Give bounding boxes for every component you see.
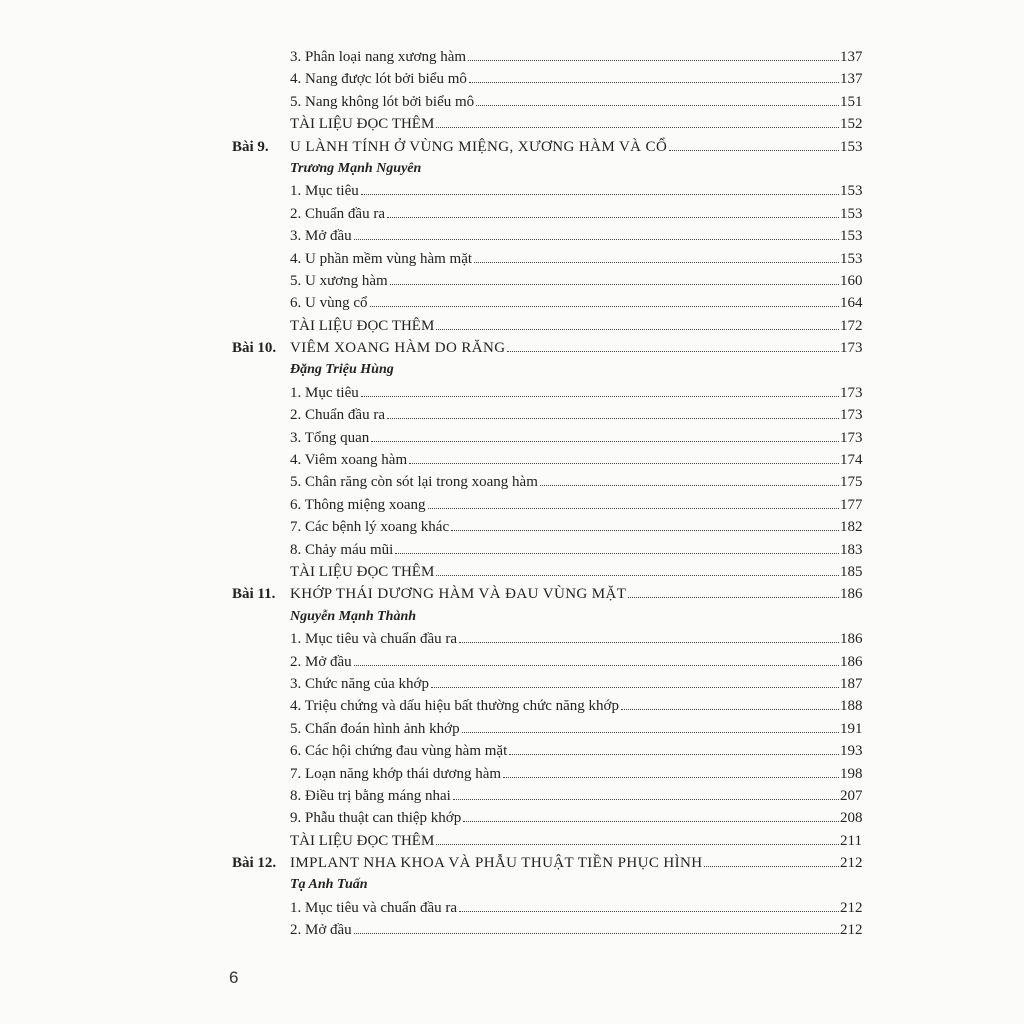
entry-title: 1. Mục tiêu và chuẩn đầu ra — [290, 631, 458, 648]
toc-entry-row — [0, 203, 1024, 225]
page-ref: 212 — [840, 855, 863, 872]
toc-entry-row — [0, 68, 1024, 90]
toc-entry-row — [0, 292, 1024, 314]
toc-author-row — [0, 359, 1024, 381]
dot-leader — [621, 699, 839, 710]
dot-leader — [476, 95, 839, 106]
page-ref: 173 — [840, 407, 863, 424]
chapter-number: Bài 9. — [232, 138, 269, 155]
toc-entry-row — [0, 919, 1024, 941]
entry-title-wrap — [290, 874, 839, 896]
entry-title: 1. Mục tiêu — [290, 384, 359, 401]
author-name: Đặng Triệu Hùng — [290, 362, 394, 378]
dot-leader — [354, 655, 839, 666]
toc-chapter-row — [0, 136, 1024, 158]
page-ref: 160 — [840, 272, 863, 289]
chapter-title: KHỚP THÁI DƯƠNG HÀM VÀ ĐAU VÙNG MẶT — [290, 586, 627, 603]
toc-entry-row — [0, 785, 1024, 807]
entry-title: 9. Phẫu thuật can thiệp khớp — [290, 810, 462, 827]
toc-entry-row — [0, 248, 1024, 270]
entry-title-wrap — [290, 427, 839, 449]
page-ref: 153 — [840, 138, 863, 155]
toc-entry-row — [0, 46, 1024, 68]
dot-leader — [468, 50, 839, 61]
entry-title-wrap — [290, 718, 839, 740]
author-name: Trương Mạnh Nguyên — [290, 160, 422, 176]
page-ref: 173 — [840, 340, 863, 357]
entry-title-wrap — [290, 404, 839, 426]
entry-title: TÀI LIỆU ĐỌC THÊM — [290, 832, 435, 849]
entry-title-wrap — [290, 136, 839, 158]
dot-leader — [451, 520, 839, 531]
entry-title-wrap — [290, 516, 839, 538]
dot-leader — [469, 72, 839, 83]
page-ref: 187 — [840, 675, 863, 692]
page-ref: 151 — [840, 93, 863, 110]
page-ref: 185 — [840, 563, 863, 580]
entry-title-wrap — [290, 382, 839, 404]
entry-title: 1. Mục tiêu — [290, 183, 359, 200]
dot-leader — [436, 834, 839, 845]
toc-author-row — [0, 158, 1024, 180]
page-ref: 172 — [840, 317, 863, 334]
entry-title-wrap — [290, 628, 839, 650]
page-ref: 173 — [840, 429, 863, 446]
dot-leader — [503, 767, 839, 778]
entry-title: 2. Chuẩn đầu ra — [290, 205, 385, 222]
entry-title: TÀI LIỆU ĐỌC THÊM — [290, 563, 435, 580]
toc-entry-row — [0, 830, 1024, 852]
dot-leader — [540, 475, 839, 486]
entry-title: 6. Thông miệng xoang — [290, 496, 426, 513]
chapter-number: Bài 12. — [232, 855, 277, 872]
page-ref: 207 — [840, 787, 863, 804]
dot-leader — [390, 274, 839, 285]
author-name: Tạ Anh Tuấn — [290, 877, 368, 893]
dot-leader — [354, 923, 839, 934]
page-ref: 186 — [840, 586, 863, 603]
toc-entry-row — [0, 897, 1024, 919]
entry-title-wrap — [290, 494, 839, 516]
dot-leader — [463, 811, 839, 822]
entry-title-wrap — [290, 225, 839, 247]
entry-title-wrap — [290, 695, 839, 717]
toc-entry-row — [0, 91, 1024, 113]
dot-leader — [474, 252, 839, 263]
toc-entry-row — [0, 180, 1024, 202]
entry-title: TÀI LIỆU ĐỌC THÊM — [290, 317, 435, 334]
toc-entry-row — [0, 628, 1024, 650]
toc-entry-row — [0, 404, 1024, 426]
entry-title-wrap — [290, 606, 839, 628]
toc-entry-row — [0, 225, 1024, 247]
page-ref: 153 — [840, 250, 863, 267]
entry-title: 7. Loạn năng khớp thái dương hàm — [290, 765, 502, 782]
page-ref: 153 — [840, 183, 863, 200]
page-ref: 137 — [840, 71, 863, 88]
toc-entry-row — [0, 561, 1024, 583]
entry-title-wrap — [290, 292, 839, 314]
dot-leader — [370, 296, 840, 307]
entry-title: 4. Nang được lót bởi biểu mô — [290, 71, 467, 88]
entry-title-wrap — [290, 46, 839, 68]
page-ref: 193 — [840, 743, 863, 760]
toc-chapter-row — [0, 583, 1024, 605]
entry-title: 2. Mở đầu — [290, 922, 352, 939]
author-name: Nguyễn Mạnh Thành — [290, 608, 417, 624]
page-ref: 152 — [840, 116, 863, 133]
entry-title-wrap — [290, 561, 839, 583]
toc-entry-row — [0, 449, 1024, 471]
chapter-number: Bài 11. — [232, 586, 276, 603]
toc-entry-row — [0, 471, 1024, 493]
entry-title: 3. Phân loại nang xương hàm — [290, 49, 467, 65]
entry-title: 7. Các bệnh lý xoang khác — [290, 519, 450, 536]
entry-title-wrap — [290, 807, 839, 829]
toc-entry-row — [0, 113, 1024, 135]
dot-leader — [361, 386, 839, 397]
toc-entry-row — [0, 516, 1024, 538]
entry-title-wrap — [290, 91, 839, 113]
page-ref: 191 — [840, 720, 863, 737]
dot-leader — [428, 498, 839, 509]
page-ref: 173 — [840, 384, 863, 401]
dot-leader — [459, 901, 839, 912]
page-ref: 198 — [840, 765, 863, 782]
entry-title: 5. Nang không lót bởi biểu mô — [290, 93, 475, 110]
table-of-contents — [0, 46, 1024, 942]
dot-leader — [628, 587, 839, 598]
toc-chapter-row — [0, 337, 1024, 359]
toc-chapter-row — [0, 852, 1024, 874]
toc-entry-row — [0, 539, 1024, 561]
page-ref: 212 — [840, 899, 863, 916]
chapter-title: VIÊM XOANG HÀM DO RĂNG — [290, 340, 506, 357]
toc-entry-row — [0, 427, 1024, 449]
entry-title-wrap — [290, 203, 839, 225]
entry-title-wrap — [290, 539, 839, 561]
entry-title-wrap — [290, 740, 839, 762]
entry-title: 6. U vùng cổ — [290, 295, 368, 312]
toc-entry-row — [0, 807, 1024, 829]
toc-entry-row — [0, 382, 1024, 404]
dot-leader — [507, 341, 839, 352]
entry-title-wrap — [290, 68, 839, 90]
toc-entry-row — [0, 763, 1024, 785]
entry-title: 2. Mở đầu — [290, 653, 352, 670]
entry-title-wrap — [290, 158, 839, 180]
toc-entry-row — [0, 673, 1024, 695]
chapter-number: Bài 10. — [232, 340, 277, 357]
dot-leader — [354, 229, 839, 240]
dot-leader — [431, 677, 839, 688]
entry-title: 5. U xương hàm — [290, 272, 388, 289]
entry-title-wrap — [290, 337, 839, 359]
dot-leader — [387, 408, 839, 419]
entry-title-wrap — [290, 673, 839, 695]
entry-title: 3. Mở đầu — [290, 228, 352, 245]
entry-title-wrap — [290, 583, 839, 605]
page-ref: 164 — [840, 295, 863, 312]
page-ref: 182 — [840, 519, 863, 536]
entry-title: TÀI LIỆU ĐỌC THÊM — [290, 116, 435, 133]
dot-leader — [436, 117, 839, 128]
page-ref: 174 — [840, 452, 863, 469]
entry-title: 2. Chuẩn đầu ra — [290, 407, 385, 424]
entry-title: 3. Chức năng của khớp — [290, 675, 429, 692]
toc-entry-row — [0, 740, 1024, 762]
entry-title-wrap — [290, 651, 839, 673]
entry-title-wrap — [290, 315, 839, 337]
toc-entry-row — [0, 695, 1024, 717]
entry-title-wrap — [290, 449, 839, 471]
dot-leader — [509, 744, 839, 755]
entry-title-wrap — [290, 763, 839, 785]
entry-title-wrap — [290, 471, 839, 493]
toc-entry-row — [0, 270, 1024, 292]
dot-leader — [436, 319, 839, 330]
page-ref: 177 — [840, 496, 863, 513]
page-ref: 175 — [840, 474, 863, 491]
page-ref: 153 — [840, 205, 863, 222]
entry-title-wrap — [290, 270, 839, 292]
dot-leader — [453, 789, 839, 800]
entry-title: 5. Chân răng còn sót lại trong xoang hàm — [290, 474, 538, 491]
dot-leader — [462, 722, 839, 733]
chapter-title: IMPLANT NHA KHOA VÀ PHẪU THUẬT TIỀN PHỤC HÌNH — [290, 855, 703, 872]
entry-title: 8. Điều trị bằng máng nhai — [290, 787, 451, 804]
entry-title: 8. Chảy máu mũi — [290, 541, 394, 558]
page-number: 6 — [229, 968, 239, 987]
page-ref: 208 — [840, 810, 863, 827]
entry-title-wrap — [290, 830, 839, 852]
toc-entry-row — [0, 494, 1024, 516]
entry-title-wrap — [290, 897, 839, 919]
chapter-title: U LÀNH TÍNH Ở VÙNG MIỆNG, XƯƠNG HÀM VÀ CỔ — [290, 138, 668, 155]
dot-leader — [459, 632, 839, 643]
entry-title: 4. Viêm xoang hàm — [290, 452, 408, 469]
dot-leader — [395, 543, 839, 554]
entry-title: 4. Triệu chứng và dấu hiệu bất thường chức năng khớp — [290, 698, 619, 715]
toc-entry-row — [0, 315, 1024, 337]
entry-title: 5. Chẩn đoán hình ảnh khớp — [290, 720, 460, 737]
entry-title-wrap — [290, 785, 839, 807]
dot-leader — [409, 453, 839, 464]
entry-title-wrap — [290, 248, 839, 270]
page-ref: 137 — [840, 49, 863, 65]
entry-title-wrap — [290, 113, 839, 135]
toc-entry-row — [0, 718, 1024, 740]
dot-leader — [704, 856, 839, 867]
entry-title: 3. Tổng quan — [290, 429, 370, 446]
page-ref: 186 — [840, 653, 863, 670]
page-ref: 183 — [840, 541, 863, 558]
entry-title: 1. Mục tiêu và chuẩn đầu ra — [290, 899, 458, 916]
toc-entry-row — [0, 651, 1024, 673]
entry-title-wrap — [290, 919, 839, 941]
page-ref: 211 — [840, 832, 862, 849]
page-ref: 153 — [840, 228, 863, 245]
dot-leader — [371, 431, 839, 442]
entry-title: 6. Các hội chứng đau vùng hàm mặt — [290, 743, 508, 760]
dot-leader — [361, 184, 839, 195]
entry-title-wrap — [290, 359, 839, 381]
page-ref: 212 — [840, 922, 863, 939]
entry-title: 4. U phần mềm vùng hàm mặt — [290, 250, 473, 267]
dot-leader — [387, 207, 839, 218]
entry-title-wrap — [290, 180, 839, 202]
dot-leader — [436, 565, 839, 576]
entry-title-wrap — [290, 852, 839, 874]
toc-author-row — [0, 874, 1024, 896]
page-ref: 188 — [840, 698, 863, 715]
toc-author-row — [0, 606, 1024, 628]
dot-leader — [669, 140, 839, 151]
page-ref: 186 — [840, 631, 863, 648]
